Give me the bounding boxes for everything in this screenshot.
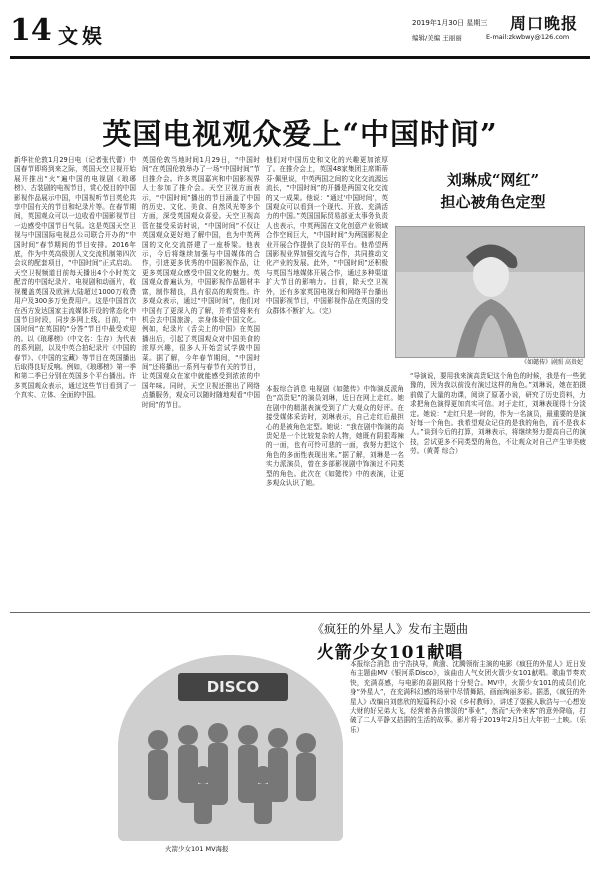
header-rule	[10, 56, 590, 59]
section-title: 文娱	[58, 24, 106, 48]
mv-poster-caption: 火箭少女101 MV海报	[165, 845, 229, 853]
svg-text:DISCO: DISCO	[206, 678, 260, 696]
feature-article-col2: “导演说，要用我来演高贵妃这个角色的时候，我是有一些犹豫的，因为我以前没有演过这样的角色。”刘琳说，她在拍摄前做了大量的功课，阅读了原著小说，研究了历史资料，力求把角色演得更加真实可信。对于走红，刘琳表现得十分淡定。她说：“走红只是一时的，作为一名演员，最重要的是演好每一个角色。我希望观众记住的是我的角色，而不是我本人。”谈到今后的打算，刘琳表示，将继续努力提高自己的演技，尝试更多不同类型的角色，不让观众对自己产生审美疲劳。（黄菁 综合）	[410, 372, 586, 456]
second-subheadline: 火箭少女101献唱	[316, 643, 464, 663]
group-poster-illustration	[118, 655, 343, 841]
feature-photo	[395, 226, 585, 358]
page-number: 14	[10, 13, 52, 48]
feature-article-col1: 本报综合消息 电视剧《如懿传》中饰演反派角色“高贵妃”的演员刘琳，近日在网上走红。她在剧中的精湛表演受到了广大观众的好评。在接受媒体采访时，刘琳表示，自己走红后最担心的是被角色定型。她说：“我在剧中饰演的高贵妃是一个比较复杂的人物，她既有阴狠毒辣的一面，也有可怜可悲的一面，我努力把这个角色的多面性表现出来。”据了解，刘琳是一名实力派演员，曾在多部影视剧中饰演过不同类型的角色。此次在《如懿传》中的表演，让更多观众认识了她。	[266, 385, 404, 488]
feature-headline: 刘琳成“网红”	[446, 171, 540, 189]
feature-photo-caption: 《如懿传》剧照 高贵妃	[521, 359, 583, 366]
main-article-col2: 英国伦敦当地时间1月29日，“中国时间”在英国伦敦举办了一场“中国时间”节目推介会。许多英国嘉宾和中国影视界人士参加了推介会。天空卫视方面表示，“中国时间”播出的节目涵盖了中国的历史、文化、美食、自然风光等多个方面，深受英国观众喜爱。天空卫视高管在接受采访时说，“中国时间”不仅让英国观众更好地了解中国，也为中英两国的文化交流搭建了一座桥梁。他表示，今后将继续加强与中国媒体的合作，引进更多优秀的中国影视作品，让更多英国观众感受中国文化的魅力。英国观众普遍认为，中国影视作品题材丰富，制作精良，具有很高的观赏性。许多观众表示，通过“中国时间”，他们对中国有了更深入的了解，并希望将来有机会去中国旅游，亲身体验中国文化。例如，纪录片《舌尖上的中国》在英国播出后，引起了英国观众对中国美食的浓厚兴趣，很多人开始尝试学做中国菜。据了解，今年春节期间，“中国时间”还将播出一系列与春节有关的节目，让英国观众在家中就能感受到浓浓的中国年味。同时，天空卫视还推出了网络点播服务，观众可以随时随地观看“中国时间”的节目。	[142, 156, 260, 409]
editor-email: E-mail:zkwbwy@126.com	[486, 33, 570, 41]
second-headline: 《疯狂的外星人》发布主题曲	[311, 622, 468, 636]
main-headline: 英国电视观众爱上“中国时间”	[102, 117, 498, 151]
actress-photo-illustration	[396, 227, 584, 357]
section-divider	[10, 612, 590, 613]
issue-date: 2019年1月30日 星期三	[412, 19, 488, 27]
main-article-col3: 他们对中国历史和文化的兴趣更加浓厚了。在推介会上，英国48家集团主席斯蒂芬·佩里说，中英两国之间的文化交流源远流长，“中国时间”的开播是两国文化交流的又一成果。他说：“通过‘中国时间’，英国观众可以看到一个现代、开放、充满活力的中国。”英国国际贸易部亚太事务负责人也表示，中英两国在文化创意产业领域合作空间巨大，“中国时间”为两国影视企业开展合作提供了良好的平台。他希望两国影视业界加强交流与合作，共同推动文化产业的发展。此外，“中国时间”还积极与英国当地媒体开展合作，通过多种渠道扩大节目的影响力。目前，除天空卫视外，还有多家英国电视台和网络平台播出中国影视节目，中国影视作品在英国的受众群体不断扩大。（完）	[266, 156, 388, 315]
second-article-body: 本报综合消息 由宁浩执导，黄渤、沈腾领衔主演的电影《疯狂的外星人》近日发布主题曲MV《银河系Disco》，该曲由人气女团火箭少女101献唱。歌曲节奏欢快，充满喜感，与电影的喜剧风格十分契合。MV中，火箭少女101的成员们化身“外星人”，在充满科幻感的场景中尽情舞蹈，画面绚丽多彩。据悉，《疯狂的外星人》改编自刘慈欣的短篇科幻小说《乡村教师》，讲述了耍猴人耿浩与一心想发大财的好兄弟大飞，经营着各自惨淡的“事业”，然而“天外来客”的意外降临，打破了二人平静又拮据的生活的故事。影片将于2019年2月5日大年初一上映。（乐乐）	[350, 660, 586, 734]
feature-subheadline: 担心被角色定型	[440, 193, 546, 211]
mv-poster-photo	[118, 655, 343, 841]
editor-credit: 编辑/美编 王丽丽	[412, 34, 462, 42]
newspaper-name: 周口晚报	[510, 14, 579, 33]
main-article-col1: 新华社伦敦1月29日电（记者张代蕾）中国春节即将到来之际，英国天空卫视开始展开推出“火”遍中国的电视剧《琅琊榜》、古装剧的电视节目，赏心悦目的中国影视作品展示中国，中国视听节目英伦共享中国有关的节目和纪录片等。在春节期间，英国观众可以一边收看中国影视节目一边感受中国节日气氛。这是英国天空卫视与中国国际电视总公司联合开办的“中国时间”春节期间的节目安排。2016年底，作为中英高级别人文交流机制第四次会议的配套项目，“中国时间”正式启动。天空卫视频道目前每天播出4个小时英文配音的中国纪录片、电视剧和动画片，收视覆盖英国及欧洲大陆超过1000万收费用户及300多万免费用户。这是中国首次在西方发达国家主流媒体开设的常态化中国节目时段，同步多网上线。目前，“中国时间”在英国的“分答”节目中最受欢迎的。以《琅琊榜》（中文名：生存）为代表的系列剧，以及中英合拍纪录片《中国的春节》、《中国的宝藏》等节目在英国播出后取得良好反响。例如，《琅琊榜》第一季和第二季已分别在英国多个平台播出。许多英国观众表示，通过这些节目看到了一个真实、立体、全面的中国。	[14, 156, 136, 400]
